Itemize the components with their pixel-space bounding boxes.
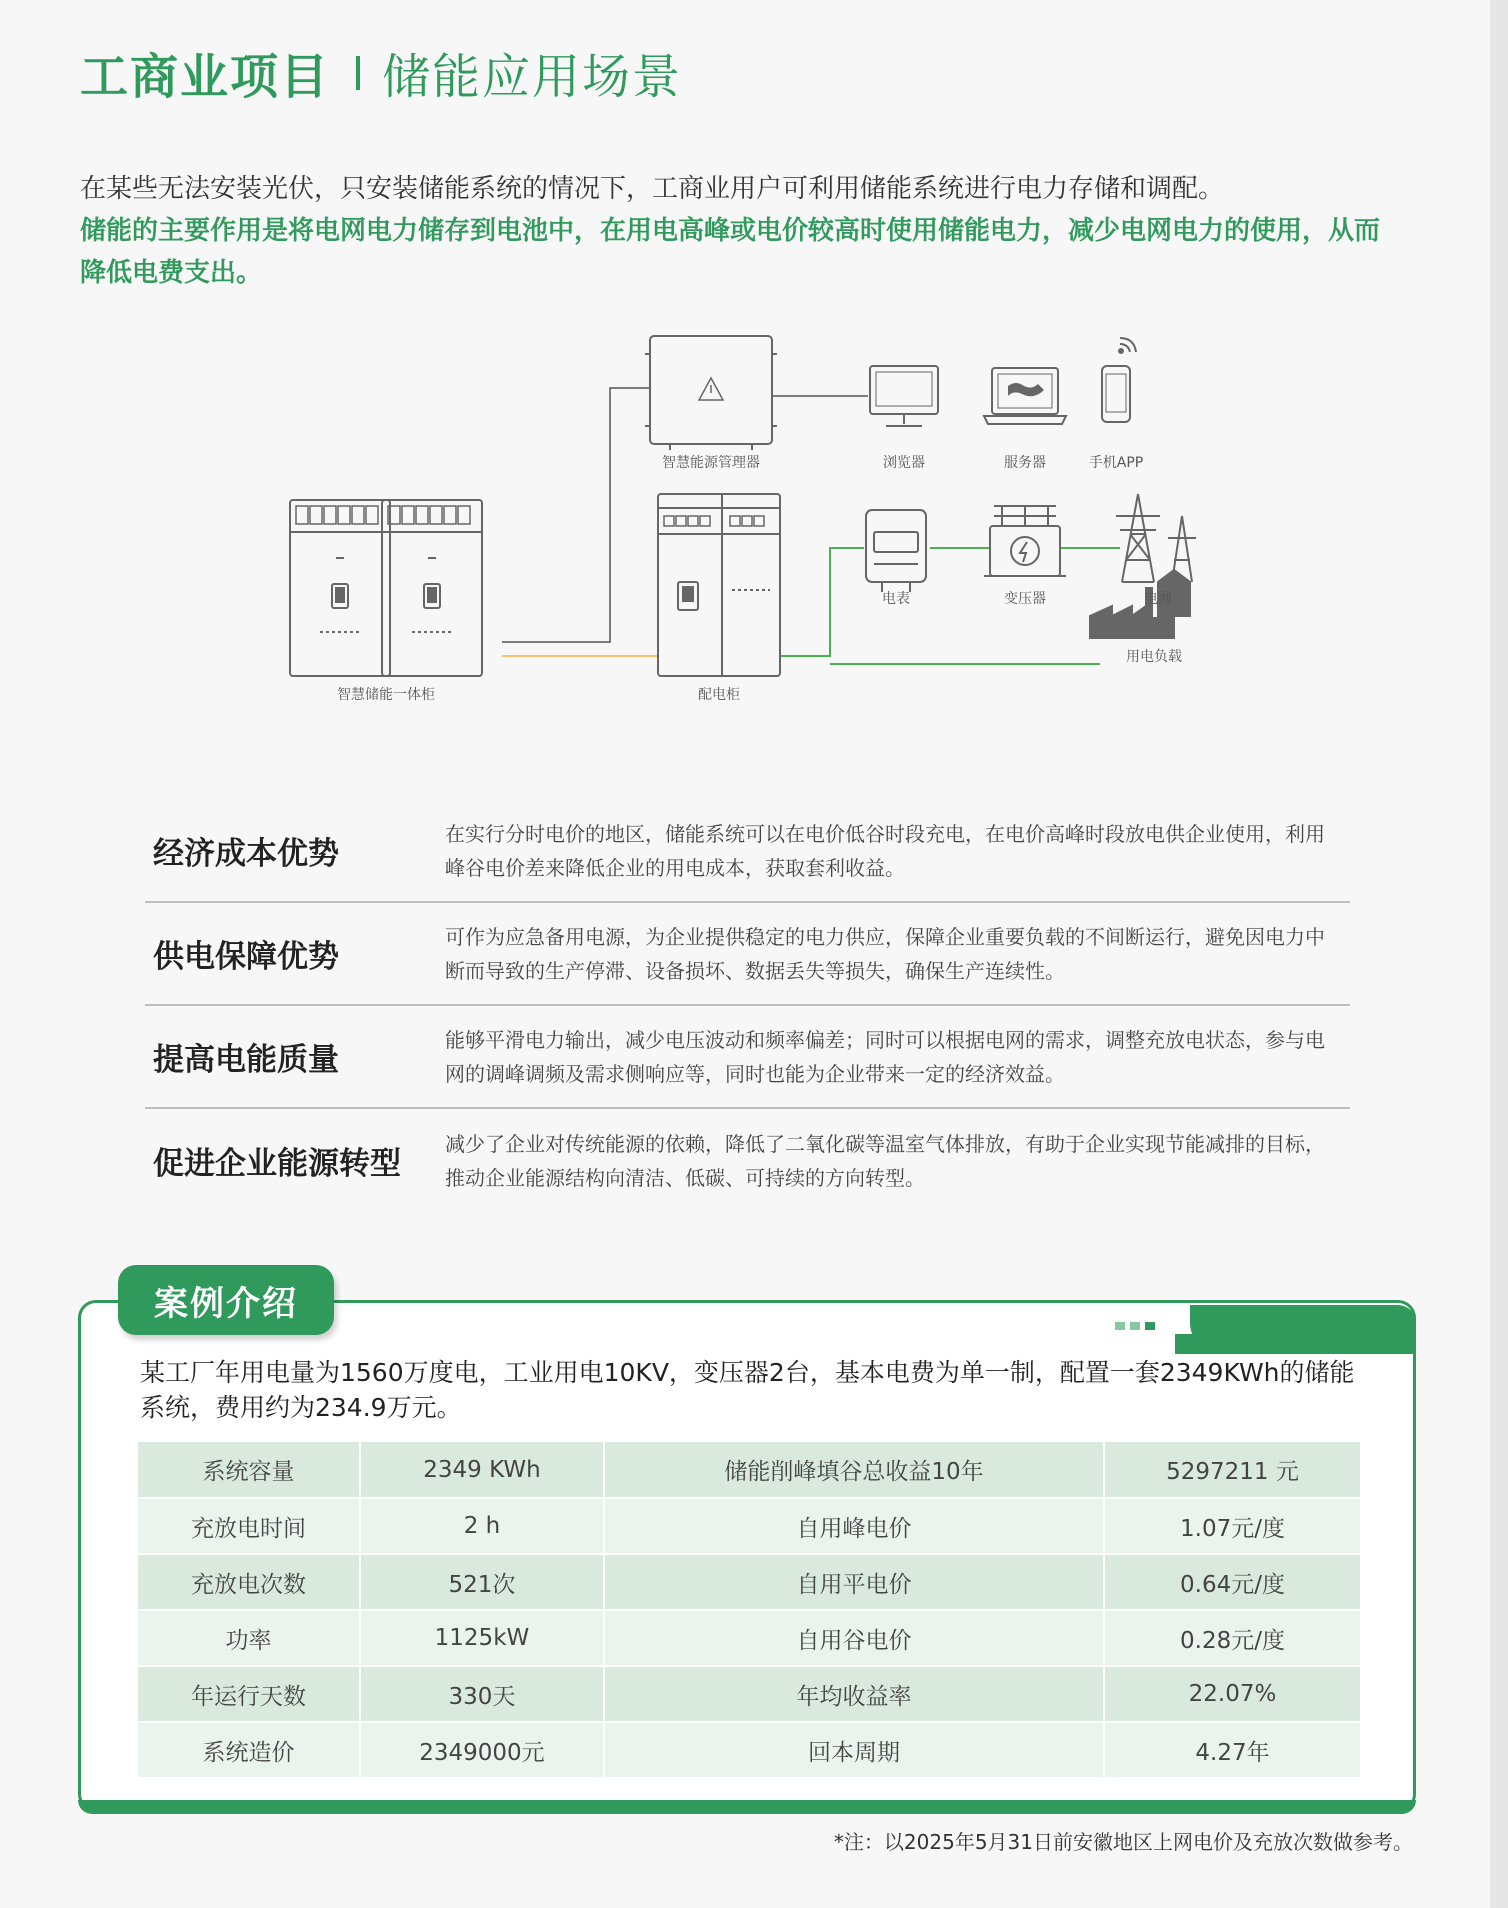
energy-manager-icon xyxy=(645,336,777,450)
table-cell: 系统容量 xyxy=(138,1442,360,1498)
table-cell: 充放电时间 xyxy=(138,1498,360,1554)
table-cell: 2349000元 xyxy=(360,1722,604,1778)
label-meter: 电表 xyxy=(882,591,910,607)
table-row xyxy=(138,1442,1360,1498)
table-row xyxy=(138,1610,1360,1666)
table-cell: 2 h xyxy=(360,1498,604,1554)
table-cell: 330天 xyxy=(360,1666,604,1722)
advantage-title: 提高电能质量 xyxy=(153,1042,339,1078)
diagram-graphic xyxy=(270,320,1230,740)
label-load: 用电负载 xyxy=(1126,649,1182,665)
browser-icon xyxy=(870,366,938,426)
table-cell: 年运行天数 xyxy=(138,1666,360,1722)
label-phone-app: 手机APP xyxy=(1088,455,1144,471)
table-row xyxy=(138,1666,1360,1722)
advantage-row xyxy=(145,1109,1350,1212)
meter-icon xyxy=(866,510,926,592)
advantage-row xyxy=(145,800,1350,903)
label-transformer: 变压器 xyxy=(1004,591,1046,607)
table-cell: 功率 xyxy=(138,1610,360,1666)
table-cell: 系统造价 xyxy=(138,1722,360,1778)
cabinet-manager-line xyxy=(502,388,650,642)
table-cell: 0.64元/度 xyxy=(1104,1554,1360,1610)
advantages-list xyxy=(145,800,1350,1212)
table-row xyxy=(138,1498,1360,1554)
table-cell: 5297211 元 xyxy=(1104,1442,1360,1498)
advantage-title: 经济成本优势 xyxy=(153,836,339,872)
table-cell: 1125kW xyxy=(360,1610,604,1666)
table-cell: 1.07元/度 xyxy=(1104,1498,1360,1554)
decorative-dots xyxy=(1115,1322,1155,1330)
label-energy-manager: 智慧能源管理器 xyxy=(662,455,760,471)
advantage-title: 供电保障优势 xyxy=(153,939,339,975)
case-tab: 案例介绍 xyxy=(118,1265,334,1335)
footnote: *注：以2025年5月31日前安徽地区上网电价及充放次数做参考。 xyxy=(833,1830,1413,1854)
case-description: 某工厂年用电量为1560万度电，工业用电10KV，变压器2台，基本电费为单一制，配置一套2349KWh的储能系统，费用约为234.9万元。 xyxy=(140,1358,1355,1422)
title-sub: 储能应用场景 xyxy=(382,49,683,105)
advantage-desc: 可作为应急备用电源，为企业提供稳定的电力供应，保障企业重要负载的不间断运行，避免因电力中断而导致的生产停滞、设备损坏、数据丢失等损失，确保生产连续性。 xyxy=(445,924,1325,983)
transformer-icon xyxy=(984,506,1066,576)
factory-load-icon xyxy=(1090,570,1190,638)
table-cell: 充放电次数 xyxy=(138,1554,360,1610)
title-divider xyxy=(356,56,360,90)
advantage-row xyxy=(145,1006,1350,1109)
intro-line-2: 储能的主要作用是将电网电力储存到电池中，在用电高峰或电价较高时使用储能电力，减少电网电力的使用，从而降低电费支出。 xyxy=(80,216,1381,288)
title-main: 工商业项目 xyxy=(80,49,331,105)
case-card-corner-tab xyxy=(1190,1305,1416,1351)
case-table xyxy=(138,1442,1360,1779)
table-row xyxy=(138,1722,1360,1778)
advantage-row xyxy=(145,903,1350,1006)
label-browser: 浏览器 xyxy=(883,455,925,471)
table-cell: 2349 KWh xyxy=(360,1442,604,1498)
grid-tower-icon xyxy=(1116,494,1196,582)
storage-cabinet-icon xyxy=(290,500,482,676)
table-cell: 回本周期 xyxy=(604,1722,1104,1778)
intro-line-1: 在某些无法安装光伏，只安装储能系统的情况下，工商业用户可利用储能系统进行电力存储和调配。 xyxy=(80,174,1225,204)
system-diagram xyxy=(270,320,1230,740)
page-edge-strip xyxy=(1490,0,1508,1908)
phone-app-icon xyxy=(1102,338,1136,422)
case-card-bottom-bar xyxy=(78,1800,1416,1814)
advantage-desc: 在实行分时电价的地区，储能系统可以在电价低谷时段充电，在电价高峰时段放电供企业使用，利用峰谷电价差来降低企业的用电成本，获取套利收益。 xyxy=(445,821,1325,880)
server-icon xyxy=(984,368,1066,424)
label-grid: 电网 xyxy=(1144,591,1172,607)
table-cell: 4.27年 xyxy=(1104,1722,1360,1778)
table-cell: 自用谷电价 xyxy=(604,1610,1104,1666)
table-cell: 自用平电价 xyxy=(604,1554,1104,1610)
advantage-desc: 能够平滑电力输出，减少电压波动和频率偏差；同时可以根据电网的需求，调整充放电状态，参与电网的调峰调频及需求侧响应等，同时也能为企业带来一定的经济效益。 xyxy=(445,1027,1325,1086)
table-cell: 储能削峰填谷总收益10年 xyxy=(604,1442,1104,1498)
table-cell: 0.28元/度 xyxy=(1104,1610,1360,1666)
table-cell: 521次 xyxy=(360,1554,604,1610)
label-storage-cabinet: 智慧储能一体柜 xyxy=(337,687,435,703)
distribution-cabinet-icon xyxy=(658,494,780,676)
page-title xyxy=(80,38,682,107)
table-row xyxy=(138,1554,1360,1610)
advantage-title: 促进企业能源转型 xyxy=(153,1146,401,1182)
advantage-desc: 减少了企业对传统能源的依赖，降低了二氧化碳等温室气体排放，有助于企业实现节能减排的目标，推动企业能源结构向清洁、低碳、可持续的方向转型。 xyxy=(445,1131,1325,1190)
label-server: 服务器 xyxy=(1004,455,1046,471)
label-distribution-cabinet: 配电柜 xyxy=(698,687,740,703)
distribution-meter-line xyxy=(780,548,864,656)
table-cell: 22.07% xyxy=(1104,1666,1360,1722)
intro-text xyxy=(80,168,1400,294)
table-cell: 年均收益率 xyxy=(604,1666,1104,1722)
table-cell: 自用峰电价 xyxy=(604,1498,1104,1554)
